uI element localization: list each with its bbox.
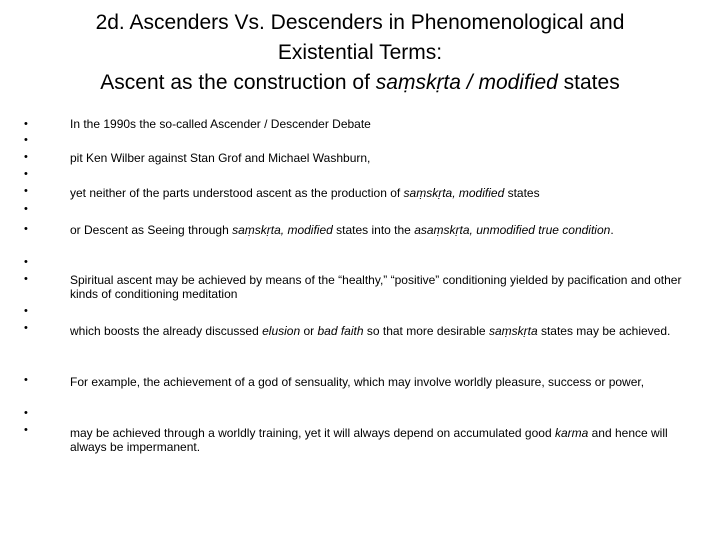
item-text: states may be achieved. [537, 324, 671, 338]
bullet: • [24, 134, 28, 146]
bullet: • [24, 273, 28, 285]
item-text: In the 1990s the so-called Ascender / Descender Debate [70, 117, 371, 131]
item-italic: elusion [262, 324, 301, 338]
list-item [70, 117, 690, 131]
item-italic: karma [554, 426, 589, 440]
bullet: • [24, 407, 28, 419]
list-item [70, 426, 690, 454]
item-italic: saṃskṛta, modified [403, 186, 505, 200]
item-italic: saṃskṛta [488, 324, 538, 338]
title-line-1: 2d. Ascenders Vs. Descenders in Phenomenological and [95, 11, 625, 34]
bullet: • [24, 118, 28, 130]
item-text: For example, the achievement of a god of sensuality, [70, 375, 351, 389]
bullet: • [24, 305, 28, 317]
list-item [70, 375, 690, 389]
bullet: • [24, 185, 28, 197]
item-text: which boosts the already discussed [70, 324, 263, 338]
item-text: yet neither of the parts understood ascent as the production of [70, 186, 404, 200]
list-item [70, 324, 690, 338]
list-item [70, 151, 690, 165]
list-item [70, 223, 690, 237]
title-line-3 [20, 68, 700, 98]
item-text: pit Ken Wilber against Stan Grof and Michael Washburn, [70, 151, 371, 165]
item-italic: saṃskṛta, modified [232, 223, 333, 237]
bullet: • [24, 374, 28, 386]
item-italic: asaṃskṛta, unmodified true condition [414, 223, 611, 237]
item-text: states into the [332, 223, 415, 237]
item-text: and hence will always be impermanent. [70, 426, 668, 454]
bullet: • [24, 168, 28, 180]
item-text: Spiritual ascent may be achieved by means of the “healthy,” “positive” conditioning yielded by pacification and other kinds of conditioning meditation [70, 273, 682, 301]
bullet: • [24, 203, 28, 215]
title-line-2: Existential Terms: [277, 41, 443, 64]
item-text: so that more desirable [363, 324, 489, 338]
item-text: which may involve worldly pleasure, success or power, [350, 375, 645, 389]
item-text: may be achieved through a worldly training, yet it will always depend on accumulated good [70, 426, 555, 440]
bullet: • [24, 424, 28, 436]
bullet: • [24, 322, 28, 334]
item-italic: bad faith [317, 324, 364, 338]
title-line-3-text: Ascent as the construction of [100, 71, 376, 94]
bullet: • [24, 151, 28, 163]
list-item [70, 186, 690, 200]
item-text: states [504, 186, 540, 200]
list-item [70, 273, 690, 301]
title-line-3-end: states [557, 71, 620, 94]
item-text: or Descent as Seeing through [70, 223, 233, 237]
slide-title [20, 8, 700, 98]
item-text: or [300, 324, 318, 338]
title-line-3-italic: saṃskṛta / modified [375, 71, 558, 94]
bullet: • [24, 223, 28, 235]
bullet: • [24, 256, 28, 268]
item-text: . [610, 223, 614, 237]
